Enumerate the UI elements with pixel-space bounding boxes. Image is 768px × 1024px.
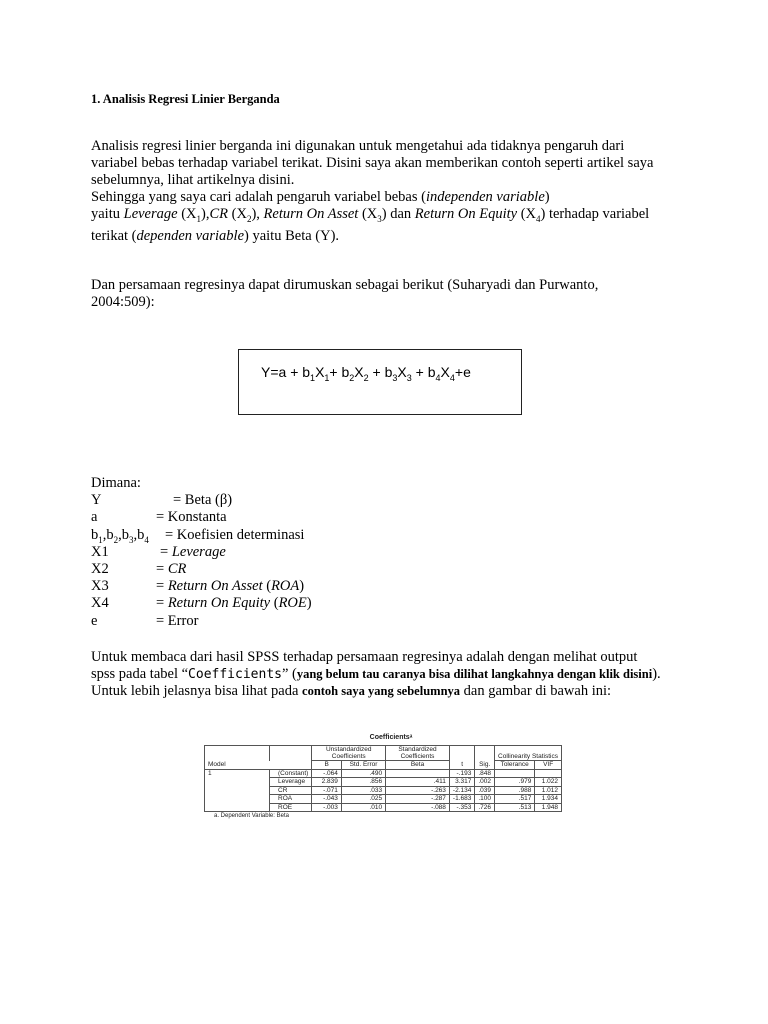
text-line: Analisis regresi linier berganda ini digunakan untuk mengetahui ada tidaknya pengaruh dari bbox=[91, 138, 625, 154]
table-header-row bbox=[205, 761, 562, 770]
column-header: B bbox=[312, 761, 342, 770]
table-row: ROA -.043 .025 -.287 -1.683 .100 .517 1.934 bbox=[205, 795, 562, 804]
unstandardized-header: Unstandardized Coefficients bbox=[312, 746, 386, 761]
definition-row: X3 = Return On Asset (ROA) bbox=[91, 578, 305, 595]
column-header: Model bbox=[205, 761, 312, 770]
text-line: sebelumnya, lihat artikelnya disini. bbox=[91, 172, 295, 188]
text-line: yaitu Leverage $(X_1),CR$ $(X_2)$, Return On Asset $(X_3)$ dan Return On Equity $(X_4)$ terhadap variabel bbox=[91, 206, 650, 224]
equation-box bbox=[238, 349, 522, 415]
column-header: t bbox=[449, 761, 474, 770]
definition-row: $b_1,b_2,b_3,b_4$ = Koefisien determinasi bbox=[91, 526, 305, 545]
row-label: Leverage bbox=[270, 778, 312, 787]
definition-row: Y = Beta (β) bbox=[91, 492, 233, 509]
collinearity-header: Collinearity Statistics bbox=[495, 746, 562, 761]
spss-paragraph bbox=[91, 649, 691, 700]
column-header: VIF bbox=[535, 761, 562, 770]
table-row: ROE -.003 .010 -.088 -.353 .726 .513 1.948 bbox=[205, 803, 562, 812]
table-row: CR -.071 .033 -.263 -2.134 .039 .988 1.012 bbox=[205, 786, 562, 795]
text-line: Sehingga yang saya cari adalah pengaruh variabel bebas (independen variable) bbox=[91, 189, 550, 205]
definition-row: e = Error bbox=[91, 612, 199, 629]
intro-paragraph bbox=[91, 138, 691, 245]
column-header: Sig. bbox=[475, 761, 495, 770]
text-line: variabel bebas terhadap variabel terikat. Disini saya akan memberikan contoh seperti artikel saya bbox=[91, 155, 654, 171]
column-header: Beta bbox=[386, 761, 450, 770]
text-line: 2004:509): bbox=[91, 294, 155, 310]
definitions-title: Dimana: bbox=[91, 475, 141, 491]
coefficients-grid bbox=[204, 745, 562, 812]
formula-intro-paragraph bbox=[91, 277, 691, 311]
row-label: CR bbox=[270, 786, 312, 795]
definition-row: a = Konstanta bbox=[91, 509, 227, 526]
text-line: Dan persamaan regresinya dapat dirumuskan sebagai berikut (Suharyadi dan Purwanto, bbox=[91, 277, 599, 293]
table-footnote: a. Dependent Variable: Beta bbox=[214, 813, 289, 819]
definition-row: X1 = Leverage bbox=[91, 543, 226, 560]
instructions-link[interactable]: yang belum tau caranya bisa dilihat langkahnya dengan klik disini bbox=[296, 667, 653, 681]
column-header: Tolerance bbox=[495, 761, 535, 770]
text-line: Untuk lebih jelasnya bisa lihat pada contoh saya yang sebelumnya dan gambar di bawah ini: bbox=[91, 683, 612, 699]
spss-coefficients-table bbox=[204, 734, 564, 819]
definitions-list bbox=[91, 475, 312, 630]
definition-row: X2 = CR bbox=[91, 560, 187, 577]
text-line: spss pada tabel “Coefficients” (yang belum tau caranya bisa dilihat langkahnya dengan klik disini). bbox=[91, 666, 661, 682]
standardized-header: Standardized Coefficients bbox=[386, 746, 450, 761]
definition-row: X4 = Return On Equity (ROE) bbox=[91, 595, 312, 612]
section-heading: 1. Analisis Regresi Linier Berganda bbox=[91, 92, 280, 106]
table-title: Coefficientsᵃ bbox=[369, 734, 413, 741]
model-number: 1 bbox=[205, 769, 270, 778]
table-row: 1 (Constant) -.064 .490 -.193 .848 bbox=[205, 769, 562, 778]
regression-equation: $Y=a + b_1X_1+ b_2X_2 + b_3X_3 + b_4X_4+e$ bbox=[261, 364, 471, 383]
column-header: Std. Error bbox=[341, 761, 385, 770]
text-line: Untuk membaca dari hasil SPSS terhadap persamaan regresinya adalah dengan melihat output bbox=[91, 649, 638, 665]
previous-example-link[interactable]: contoh saya yang sebelumnya bbox=[302, 684, 461, 698]
table-header-row bbox=[205, 746, 562, 761]
row-label: ROA bbox=[270, 795, 312, 804]
text-line: terikat (dependen variable) yaitu Beta (Y). bbox=[91, 227, 340, 244]
table-row: Leverage 2.839 .856 .411 3.317 .002 .979 1.022 bbox=[205, 778, 562, 787]
row-label: ROE bbox=[270, 803, 312, 812]
row-label: (Constant) bbox=[270, 769, 312, 778]
